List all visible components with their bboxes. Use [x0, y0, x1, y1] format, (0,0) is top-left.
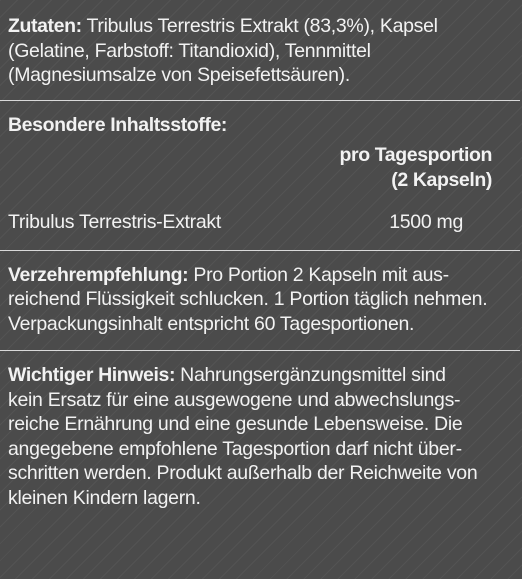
notice-line-5: schritten werden. Produkt außerhalb der Reichweite von — [8, 462, 478, 484]
recommendation-label: Verzehrempfehlung: — [8, 263, 189, 286]
portion-column-header — [8, 143, 512, 193]
notice-line-6: kleinen Kindern lagern. — [8, 486, 201, 509]
ingredients-line-1: Zutaten: Tribulus Terrestris Extrakt (83,3%), Kapsel — [8, 15, 438, 37]
ingredient-name: Tribulus Terrestris-Extrakt — [8, 210, 221, 233]
recommendation-line-3: Verpackungsinhalt entspricht 60 Tagesportionen. — [8, 312, 415, 335]
ingredients-line-3: (Magnesiumsalze von Speisefettsäuren). — [8, 64, 350, 86]
notice-line-4: angegebene empfohlene Tagesportion darf nicht über- — [8, 437, 462, 460]
notice-section — [8, 363, 512, 510]
recommendation-section — [8, 263, 512, 337]
divider — [0, 350, 520, 351]
ingredients-section — [8, 14, 512, 88]
special-ingredients-title: Besondere Inhaltsstoffe: — [8, 113, 228, 136]
portion-header-line-1: pro Tagesportion — [339, 143, 492, 166]
notice-line-2: kein Ersatz für eine ausgewogene und abwechslungs- — [8, 388, 461, 411]
ingredient-amount: 1500 mg — [389, 210, 463, 233]
recommendation-line-1: Verzehrempfehlung: Pro Portion 2 Kapseln mit aus- — [8, 263, 449, 286]
notice-label: Wichtiger Hinweis: — [8, 364, 176, 386]
divider — [0, 250, 520, 251]
notice-line-1: Wichtiger Hinweis: Nahrungsergänzungsmittel sind — [8, 364, 446, 386]
ingredient-row — [8, 210, 512, 234]
ingredients-line-2: (Gelatine, Farbstoff: Titandioxid), Tennmittel — [8, 39, 371, 62]
ingredients-label: Zutaten: — [8, 15, 82, 37]
notice-line-3: reiche Ernährung und eine gesunde Lebensweise. Die — [8, 413, 463, 435]
divider — [0, 100, 520, 101]
recommendation-line-2: reichend Flüssigkeit schlucken. 1 Portion täglich nehmen. — [8, 288, 488, 310]
portion-header-line-2: (2 Kapseln) — [391, 168, 492, 191]
